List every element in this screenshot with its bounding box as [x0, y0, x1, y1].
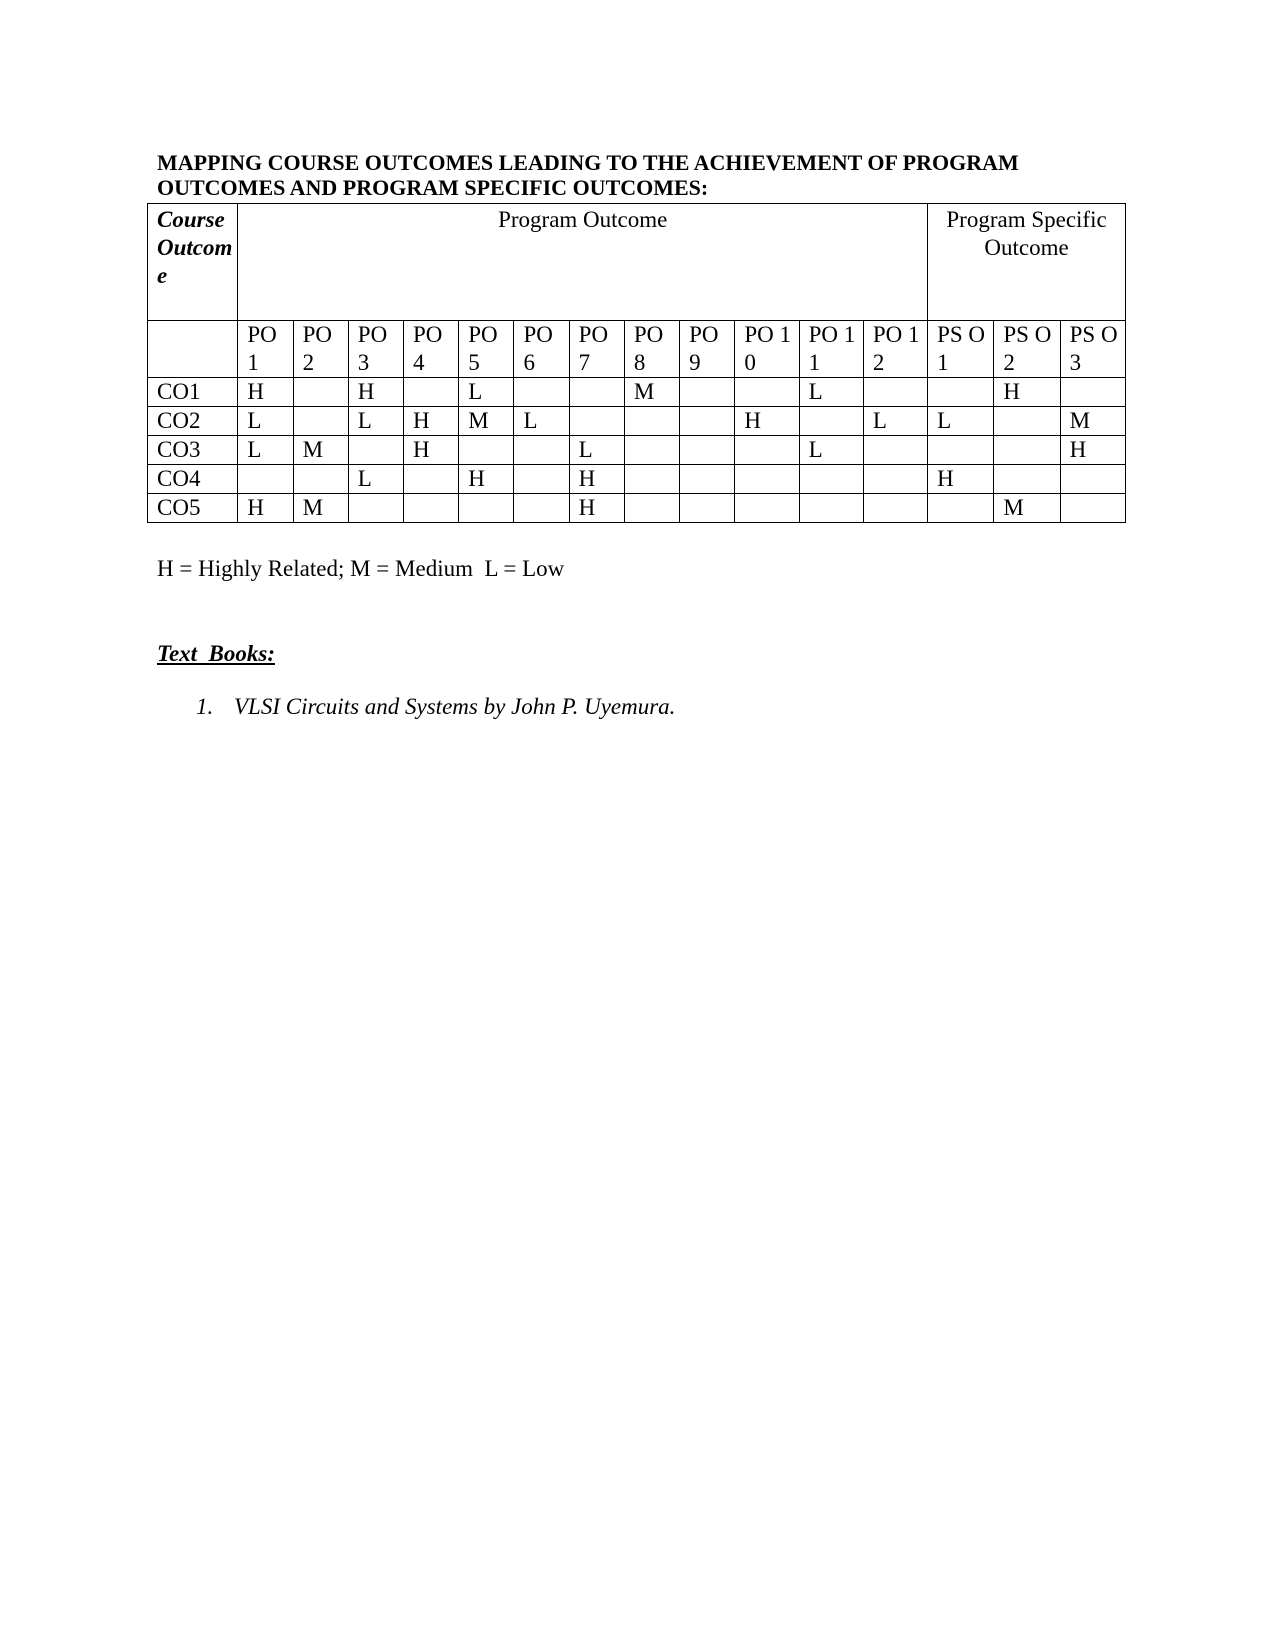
mapping-cell — [735, 465, 799, 494]
table-row — [148, 378, 1126, 407]
column-header: PO 11 — [799, 321, 863, 378]
mapping-cell: L — [799, 378, 863, 407]
column-header: PO 6 — [514, 321, 569, 378]
mapping-cell: L — [348, 465, 403, 494]
mapping-cell — [994, 465, 1060, 494]
table-header-row — [148, 204, 1126, 321]
column-header: PO 12 — [863, 321, 927, 378]
table-subheader-row — [148, 321, 1126, 378]
column-header: PS O2 — [994, 321, 1060, 378]
mapping-cell — [928, 436, 994, 465]
mapping-cell — [680, 465, 735, 494]
mapping-cell — [238, 465, 293, 494]
mapping-cell: M — [994, 494, 1060, 523]
mapping-cell — [514, 465, 569, 494]
mapping-cell: L — [238, 407, 293, 436]
list-item-text: VLSI Circuits and Systems by John P. Uyemura. — [234, 694, 676, 719]
mapping-cell: L — [348, 407, 403, 436]
mapping-cell — [569, 378, 624, 407]
mapping-cell: H — [404, 407, 459, 436]
table-row — [148, 465, 1126, 494]
mapping-cell — [680, 436, 735, 465]
section-heading-line-1: MAPPING COURSE OUTCOMES LEADING TO THE ACHIEVEMENT OF PROGRAM — [157, 150, 1019, 175]
mapping-cell: L — [459, 378, 514, 407]
mapping-cell — [624, 407, 679, 436]
program-outcome-header: Program Outcome — [238, 204, 928, 321]
mapping-cell — [928, 494, 994, 523]
mapping-cell: H — [569, 465, 624, 494]
list-item-number: 1. — [196, 694, 214, 719]
column-header: PS O3 — [1060, 321, 1125, 378]
mapping-cell — [863, 436, 927, 465]
mapping-cell — [624, 465, 679, 494]
mapping-cell: H — [238, 378, 293, 407]
column-header: PO 9 — [680, 321, 735, 378]
course-outcome-label: CO3 — [148, 436, 238, 465]
mapping-cell — [293, 465, 348, 494]
mapping-cell: M — [624, 378, 679, 407]
co-po-mapping-table — [147, 203, 1126, 523]
mapping-cell — [514, 378, 569, 407]
mapping-cell — [624, 436, 679, 465]
mapping-cell — [799, 407, 863, 436]
section-heading — [157, 150, 1137, 200]
mapping-cell: H — [928, 465, 994, 494]
table-row — [148, 494, 1126, 523]
program-specific-header-line-2: Outcome — [984, 235, 1069, 260]
column-header: PO 10 — [735, 321, 799, 378]
column-header: PO 2 — [293, 321, 348, 378]
table-row — [148, 407, 1126, 436]
mapping-cell: L — [569, 436, 624, 465]
mapping-cell — [569, 407, 624, 436]
mapping-cell: H — [459, 465, 514, 494]
mapping-cell — [735, 378, 799, 407]
mapping-cell — [404, 465, 459, 494]
mapping-cell — [799, 494, 863, 523]
mapping-cell — [348, 436, 403, 465]
mapping-cell — [293, 378, 348, 407]
column-header: PO 7 — [569, 321, 624, 378]
column-header: PO 4 — [404, 321, 459, 378]
mapping-cell: H — [1060, 436, 1125, 465]
mapping-cell — [994, 436, 1060, 465]
mapping-cell — [404, 494, 459, 523]
course-outcome-label: CO4 — [148, 465, 238, 494]
legend-text: H = Highly Related; M = Medium L = Low — [157, 556, 565, 581]
column-header: PS O1 — [928, 321, 994, 378]
mapping-cell — [459, 494, 514, 523]
mapping-cell: H — [735, 407, 799, 436]
table-row — [148, 436, 1126, 465]
section-heading-line-2: OUTCOMES AND PROGRAM SPECIFIC OUTCOMES: — [157, 175, 709, 200]
mapping-cell — [459, 436, 514, 465]
table-body — [148, 378, 1126, 523]
column-header: PO 5 — [459, 321, 514, 378]
mapping-cell: H — [404, 436, 459, 465]
mapping-cell — [863, 494, 927, 523]
mapping-cell: H — [348, 378, 403, 407]
mapping-cell: M — [459, 407, 514, 436]
mapping-cell — [994, 407, 1060, 436]
mapping-cell — [514, 494, 569, 523]
mapping-cell — [404, 378, 459, 407]
mapping-cell: M — [1060, 407, 1125, 436]
mapping-cell — [514, 436, 569, 465]
mapping-cell — [1060, 494, 1125, 523]
empty-header-cell — [148, 321, 238, 378]
mapping-cell — [1060, 465, 1125, 494]
list-item — [196, 693, 675, 721]
text-books-list — [196, 693, 675, 721]
course-outcome-label: CO5 — [148, 494, 238, 523]
course-outcome-label: CO1 — [148, 378, 238, 407]
mapping-cell — [735, 494, 799, 523]
mapping-cell — [293, 407, 348, 436]
mapping-cell — [928, 378, 994, 407]
column-header: PO 3 — [348, 321, 403, 378]
mapping-cell — [624, 494, 679, 523]
mapping-cell — [1060, 378, 1125, 407]
mapping-cell — [680, 407, 735, 436]
mapping-cell: H — [994, 378, 1060, 407]
mapping-cell — [735, 436, 799, 465]
mapping-cell — [799, 465, 863, 494]
mapping-cell: L — [863, 407, 927, 436]
column-header: PO 8 — [624, 321, 679, 378]
course-outcome-label: CO2 — [148, 407, 238, 436]
mapping-cell — [863, 378, 927, 407]
mapping-cell: M — [293, 494, 348, 523]
mapping-cell: L — [928, 407, 994, 436]
mapping-cell — [863, 465, 927, 494]
mapping-cell — [680, 494, 735, 523]
mapping-cell: L — [514, 407, 569, 436]
text-books-title: Text Books: — [157, 641, 275, 666]
mapping-cell: H — [569, 494, 624, 523]
column-header: PO 1 — [238, 321, 293, 378]
mapping-cell — [348, 494, 403, 523]
mapping-cell: M — [293, 436, 348, 465]
program-specific-outcome-header — [928, 204, 1126, 321]
mapping-cell: H — [238, 494, 293, 523]
course-outcome-header: Course Outcome — [148, 204, 238, 321]
mapping-cell: L — [238, 436, 293, 465]
mapping-cell: L — [799, 436, 863, 465]
program-specific-header-line-1: Program Specific — [946, 207, 1107, 232]
mapping-cell — [680, 378, 735, 407]
